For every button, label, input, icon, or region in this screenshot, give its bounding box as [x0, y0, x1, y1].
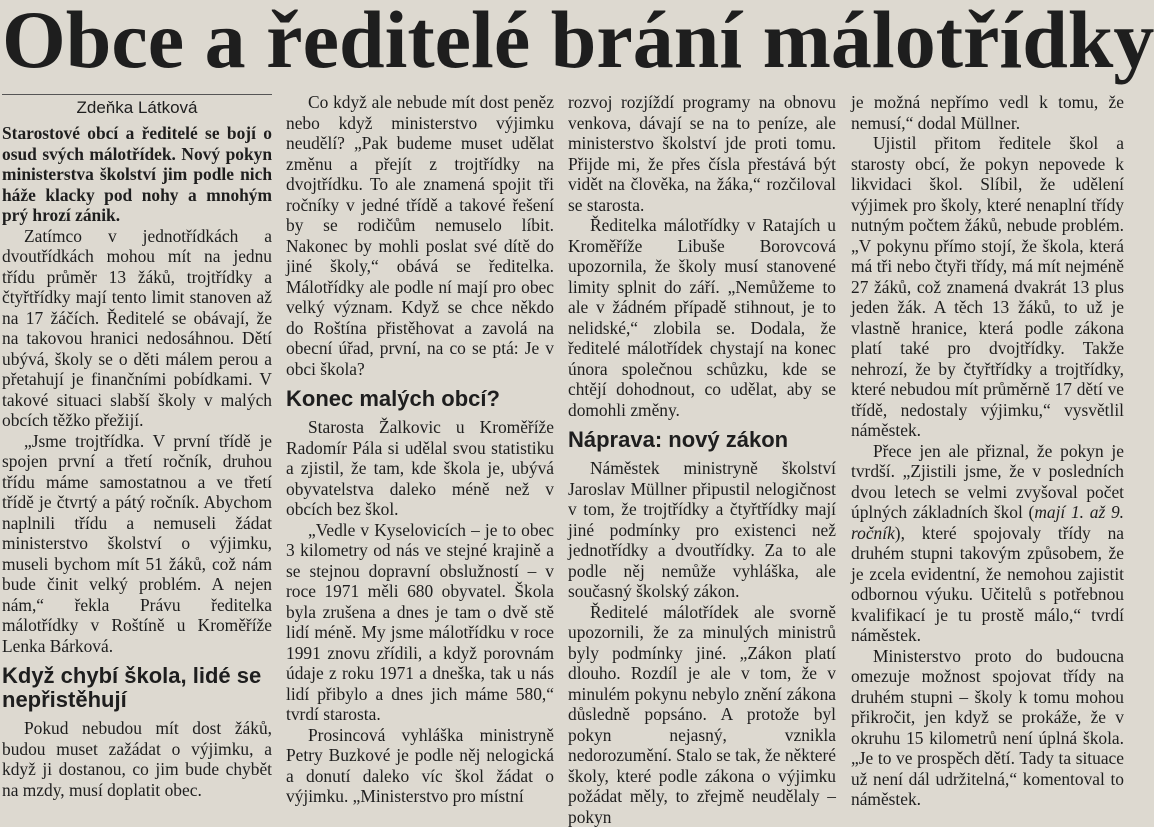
- subheading: Náprava: nový zákon: [568, 428, 836, 452]
- paragraph-text: Přece jen ale přiznal, že pokyn je tvrdší. „Zjistili jsme, že v posledních dvou letech se velmi zvyšoval počet úplných základních škol (: [851, 441, 1124, 523]
- paragraph-text: ), které spojovaly třídy na druhém stupni takovým způsobem, že je zcela evidentní, že nemohou zajistit odbornou výuku. Učitelů s potřebnou kvalifikací je tu prostě málo,“ tvrdí náměstek.: [851, 523, 1124, 646]
- paragraph: „Jsme trojtřídka. V první třídě je spojen první a třetí ročník, druhou třídu máme samostatnou a ve třetí třídě je čtvrtý a pátý ročník. Abychom naplnili třídu a nemuseli žádat ministerstvo školství o výjimku, museli bychom mít 51 žáků, což nám bude činit velký problém. A nejen nám,“ řekla Právu ředitelka málotřídky v Roštíně u Kroměříže Lenka Bárková.: [2, 431, 272, 657]
- paragraph: „Vedle v Kyselovicích – je to obec 3 kilometry od nás ve stejné krajině a se stejnou dopravní obslužností – v roce 1971 měli 680 obyvatel. Škola byla zrušena a dnes je tam o dvě stě lidí méně. My jsme málotřídku v roce 1991 znovu zřídili, a když porovnám údaje z roku 1971 a dneška, tak u nás lidí přibylo a dnes jich máme 580,“ tvrdí starosta.: [286, 520, 554, 725]
- paragraph: Prosincová vyhláška ministryně Petry Buzkové je podle něj nelogická a donutí daleko víc škol žádat o výjimku. „Ministerstvo pro místní: [286, 725, 554, 807]
- paragraph: Zatímco v jednotřídkách a dvoutřídkách mohou mít na jednu třídu průměr 13 žáků, trojtřídky a čtyřtřídky mají tento limit stanoven až na 17 žáčích. Ředitelé se obávají, že na takovou hranici nedosáhnou. Dětí ubývá, školy se o děti málem perou a přetahují je finančními pobídkami. V takové situaci slabší školy v malých obcích těžko přežijí.: [2, 226, 272, 431]
- article-column-4: [851, 92, 1124, 724]
- italic-text: mají 1. až 9. ročník: [851, 502, 1124, 543]
- subheading: Když chybí škola, lidé se nepřistěhují: [2, 664, 272, 712]
- paragraph: Starosta Žalkovic u Kroměříže Radomír Pála si udělal svou statistiku a zjistil, že tam, kde škola je, ubývá obyvatelstva daleko méně než v obcích bez škol.: [286, 417, 554, 520]
- paragraph: Ministerstvo proto do budoucna omezuje možnost spojovat třídy na druhém stupni – školy k tomu mohou přikročit, jen když se prokáže, že v okruhu 15 kilometrů není úplná škola. „Je to ve prospěch dětí. Tady ta situace už není dál udržitelná,“ komentoval to náměstek.: [851, 646, 1124, 810]
- paragraph: Pokud nebudou mít dost žáků, budou muset zažádat o výjimku, a když ji dostanou, co jim bude chybět na mzdy, musí doplatit obec.: [2, 718, 272, 800]
- paragraph: Ujistil přitom ředitele škol a starosty obcí, že pokyn nepovede k likvidaci škol. Slíbil, že udělení výjimek pro školy, které nenaplní třídy nutným počtem žáků, nebude problém. „V pokynu přímo stojí, že škola, která má tři nebo čtyři třídy, má mít nejméně 27 žáků, což znamená dvakrát 13 plus jeden žák. A těch 13 žáků, to už je vlastně hranice, která podle zákona platí také pro dvojtřídky. Takže nehrozí, že by čtyřtřídky a trojtřídky, které nebudou mít průměrně 17 dětí ve třídě, nedostaly výjimku,“ vysvětlil náměstek.: [851, 133, 1124, 441]
- headline: Obce a ředitelé brání málotřídky: [0, 0, 1128, 88]
- lead-paragraph: Starostové obcí a ředitelé se bojí o osud svých málotřídek. Nový pokyn ministerstva školství jim podle nich háže klacky pod nohy a mnohým prý hrozí zánik.: [2, 123, 272, 226]
- subheading: Konec malých obcí?: [286, 387, 554, 411]
- paragraph: Ředitelka málotřídky v Ratajích u Kroměříže Libuše Borovcová upozornila, že školy musí stanovené limity splnit do září. „Nemůžeme to ale v žádném případě stihnout, je to nelidské,“ zlobila se. Dodala, že ředitelé málotřídek chystají na konec února společnou schůzku, kde se chtějí dohodnout, co udělat, aby se domohli změny.: [568, 215, 836, 420]
- paragraph: Co když ale nebude mít dost peněz nebo když ministerstvo výjimku neudělí? „Pak budeme muset udělat změnu a přejít z trojtřídky na dvojtřídku. To ale znamená spojit tři ročníky v jedné třídě a takové řešení by se rodičům nemuselo líbit. Nakonec by mohli poslat své dítě do jiné školy,“ obává se ředitelka. Málotřídky ale podle ní mají pro obec velký význam. Když se chce někdo do Roštína přistěhovat a zavolá na obecní úřad, první, na co se ptá: Je v obci škola?: [286, 92, 554, 379]
- article-column-1: [2, 92, 272, 724]
- byline: Zdeňka Látková: [2, 94, 272, 119]
- paragraph: je možná nepřímo vedl k tomu, že nemusí,“ dodal Müllner.: [851, 92, 1124, 133]
- paragraph: rozvoj rozjíždí programy na obnovu venkova, dávají se na to peníze, ale ministerstvo školství jde proti tomu. Přijde mi, že přes čísla přestává být vidět na člověka, na žáka,“ rozčiloval se starosta.: [568, 92, 836, 215]
- article-column-3: [568, 92, 836, 724]
- paragraph: Náměstek ministryně školství Jaroslav Müllner připustil nelogičnost v tom, že trojtřídky a čtyřtřídky mají jiné podmínky pro existenci než jednotřídky a dvoutřídky. Za to ale podle něj nemůže vyhláška, ale současný školský zákon.: [568, 458, 836, 602]
- article-column-2: [286, 92, 554, 724]
- paragraph: [851, 441, 1124, 646]
- paragraph: Ředitelé málotřídek ale svorně upozornili, že za minulých ministrů byly podmínky jiné. „Zákon platí dlouho. Rozdíl je ale v tom, že v minulém pokynu nebylo znění zákona důsledně popsáno. A protože byl pokyn nejasný, vznikla nedorozumění. Stalo se tak, že některé školy, které podle zákona o výjimku požádat měly, to zřejmě neudělaly – pokyn: [568, 602, 836, 827]
